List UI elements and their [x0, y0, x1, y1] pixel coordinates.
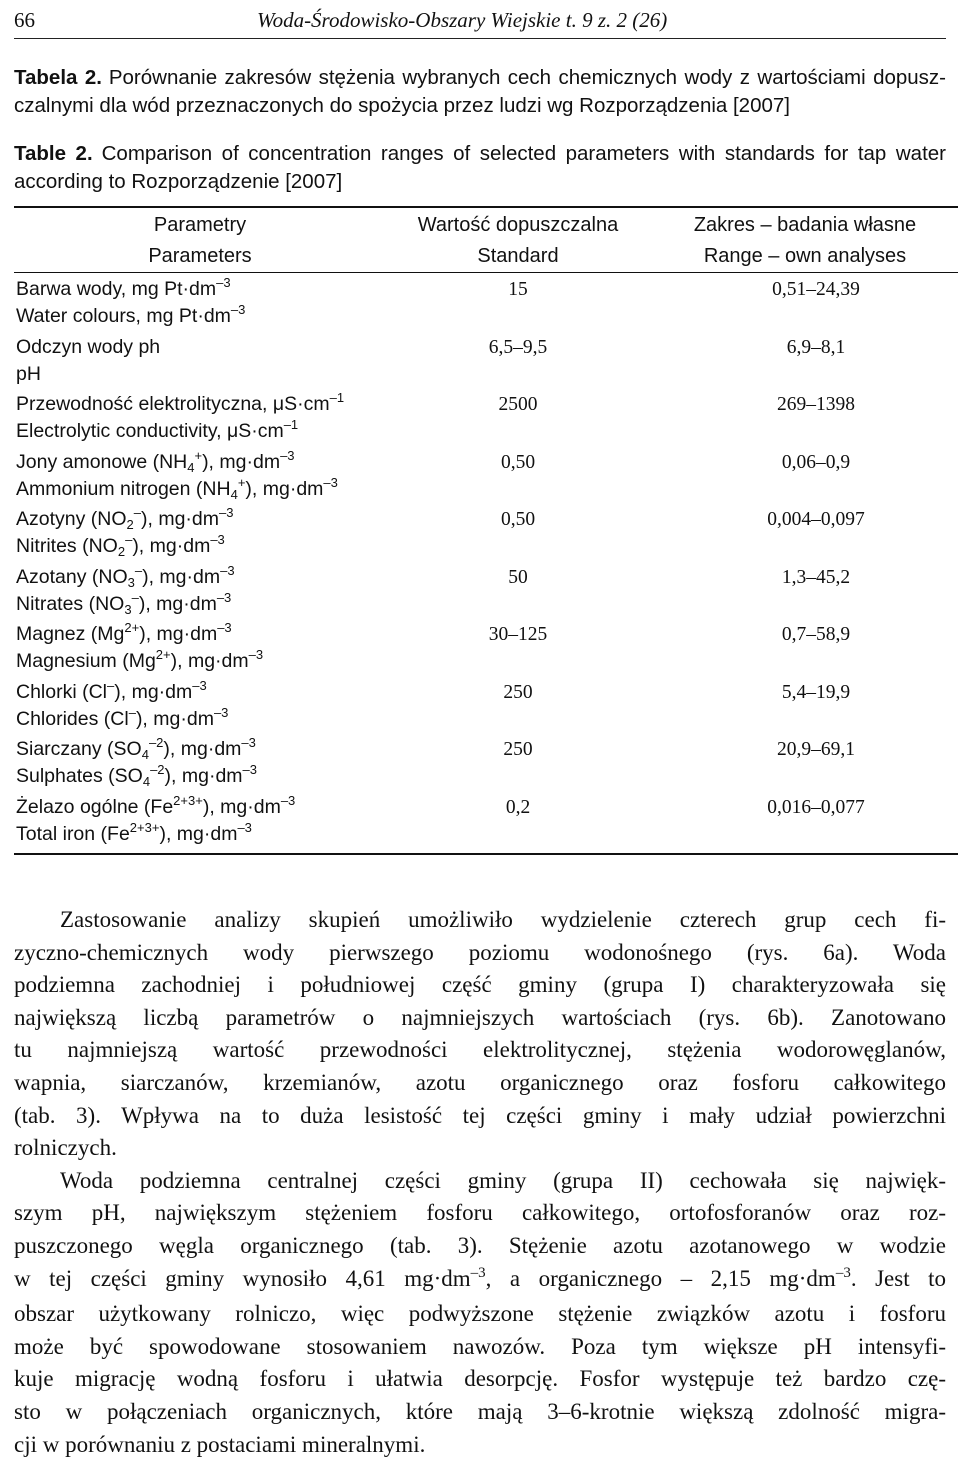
range-value: 0,06–0,9: [781, 451, 851, 473]
table-row: [16, 735, 956, 795]
standard-value: 2500: [498, 394, 538, 415]
range-value: 20,9–69,1: [777, 739, 855, 760]
range-value: 1,3–45,2: [781, 566, 851, 588]
parameter-name-en: Chlorides (Cl–), $mg\cdot dm^{-3}$: [16, 704, 229, 730]
parameter-name-pl: Barwa wody, mg $Pt\cdot dm^{-3}$: [16, 275, 231, 300]
table-row: [16, 620, 956, 680]
range-value: 6,9–8,1: [786, 336, 846, 358]
standard-value: 250: [503, 739, 533, 760]
standard-value: 30–125: [488, 624, 548, 645]
table-row: [16, 447, 956, 508]
running-header: [14, 4, 946, 39]
standard-value: 6,5–9,5: [488, 336, 548, 358]
paragraph-1: Zastosowanie analizy skupień umożliwiło wydzielenie czterech grup cech fi- zyczno-chemicznych wody pierwszego poziomu wodonośnego (rys. 6a). Woda podziemna zachodniej i południowej część gminy (grupa I) charakteryzowała się największą liczbą parametrów o najmniejszych wartościach (rys. 6b). Zanotowano tu najmniejszą wartość przewodności elektrolitycznej, stężenia wodorowęglanów, wapnia, siarczanów, krzemianów, azotu organicznego oraz fosforu całkowitego (tab. 3). Wpływa na to duża lesistość tej części gminy i mały udział powierzchni rolniczych.: [14, 907, 946, 1161]
standard-value: 15: [508, 279, 528, 300]
parameter-name-en: Water colours, mg $Pt\cdot dm^{-3}$: [16, 302, 246, 327]
table-row: [16, 505, 956, 565]
table-row: [16, 677, 956, 738]
table-top-rule: [14, 206, 958, 208]
parameter-name-pl: Chlorki (Cl–), $mg\cdot dm^{-3}$: [16, 677, 207, 703]
table-row: [16, 336, 956, 393]
parameter-name-en: Nitrates $(NO_3^-)$, $mg\cdot dm^{-3}$: [16, 589, 232, 617]
parameter-name-pl: Jony amonowe $(NH_4^+)$, $mg\cdot dm^{-3}$: [16, 447, 295, 475]
parameter-name-en: Sulphates $(SO_4^{-2})$, $mg\cdot dm^{-3}$: [16, 762, 257, 789]
parameter-name-pl: Przewodność elektrolityczna, $\mu S\cdot cm^{-1}$: [16, 390, 345, 415]
standard-value: 50: [508, 566, 528, 588]
parameter-name-en: Electrolytic conductivity, $\mu S\cdot cm^{-1}$: [16, 417, 299, 442]
parameter-name-pl: Siarczany $(SO_4^{-2})$, $mg\cdot dm^{-3}$: [16, 735, 256, 762]
table-row: [16, 562, 956, 623]
standard-value: 0,2: [505, 796, 531, 818]
parameter-name-en: Nitrites $(NO_2^-)$, $mg\cdot dm^{-3}$: [16, 532, 225, 559]
paragraph-2: Woda podziemna centralnej części gminy (grupa II) cechowała się najwięk- szym pH, największym stężeniem fosforu całkowitego, ortofosforanów oraz roz- puszczonego węgla organicznego (tab. 3). Stężenie azotu azotanowego w wodzie w tej części gminy wynosiło 4,61 $mg\cdot dm^{-3}$, a organicznego – 2,15 $mg\cdot dm^{-3}$. Jest to obszar użytkowany rolniczo, więc podwyższone stężenie związków azotu i fosforu może być spowodowane stosowaniem nawozów. Poza tym większe pH intensyfi- kuje migrację wodną fosforu i ułatwia desorpcję. Fosfor występuje też bardzo czę- sto w połączeniach organicznych, które mają 3–6-krotnie większą zdolność migra- cji w porównaniu z postaciami mineralnymi.: [14, 1167, 946, 1457]
standard-value: 250: [503, 681, 533, 703]
parameter-name-pl: Azotany $(NO_3^-)$, $mg\cdot dm^{-3}$: [16, 562, 235, 590]
parameter-name-en: Ammonium nitrogen $(NH_4^+)$, $mg\cdot dm^{-3}$: [16, 474, 338, 502]
table-row: [16, 390, 956, 450]
standard-value: 0,50: [500, 509, 536, 530]
range-value: 5,4–19,9: [781, 681, 851, 703]
caption-label-en: Table 2.: [14, 142, 93, 165]
parameter-name-en: Total iron $(Fe^{2+3+})$, $mg\cdot dm^{-3}$: [16, 819, 252, 845]
page-number: 66: [14, 8, 35, 32]
parameter-name-pl: Odczyn wody ph: [16, 335, 161, 358]
caption-label-pl: Tabela 2.: [14, 66, 102, 89]
range-value: 0,004–0,097: [767, 509, 865, 530]
table-caption-polish: Tabela 2. Porównanie zakresów stężenia wybranych cech chemicznych wody z wartościami dopusz- czalnymi dla wód przeznaczonych do spożycia przez ludzi wg Rozporządzenia [2007]: [14, 66, 947, 117]
parameter-name-pl: Żelazo ogólne $(Fe^{2+3+})$, $mg\cdot dm^{-3}$: [16, 792, 296, 818]
parameter-name-pl: Azotyny $(NO_2^-)$, $mg\cdot dm^{-3}$: [16, 505, 234, 532]
table-row: [16, 792, 956, 853]
range-value: 0,016–0,077: [767, 796, 865, 818]
body-text: [14, 904, 946, 1461]
parameter-name-pl: Magnez $(Mg^{2+})$, $mg\cdot dm^{-3}$: [16, 620, 232, 645]
parameter-name-en: pH: [16, 362, 41, 385]
table-caption-english: Table 2. Comparison of concentration ranges of selected parameters with standards for tap water according to Rozporządzenie [2007]: [14, 142, 946, 193]
range-value: 0,51–24,39: [772, 279, 860, 300]
parameter-name-en: Magnesium $(Mg^{2+})$, $mg\cdot dm^{-3}$: [16, 647, 264, 672]
standard-value: 0,50: [500, 451, 536, 473]
table-bottom-rule: [14, 853, 958, 855]
range-value: 0,7–58,9: [781, 624, 851, 645]
table-header-rule: [14, 272, 958, 273]
table-row: [16, 275, 956, 335]
journal-title: Woda-Środowisko-Obszary Wiejskie t. 9 z. 2 (26): [257, 8, 668, 32]
range-value: 269–1398: [777, 394, 855, 415]
